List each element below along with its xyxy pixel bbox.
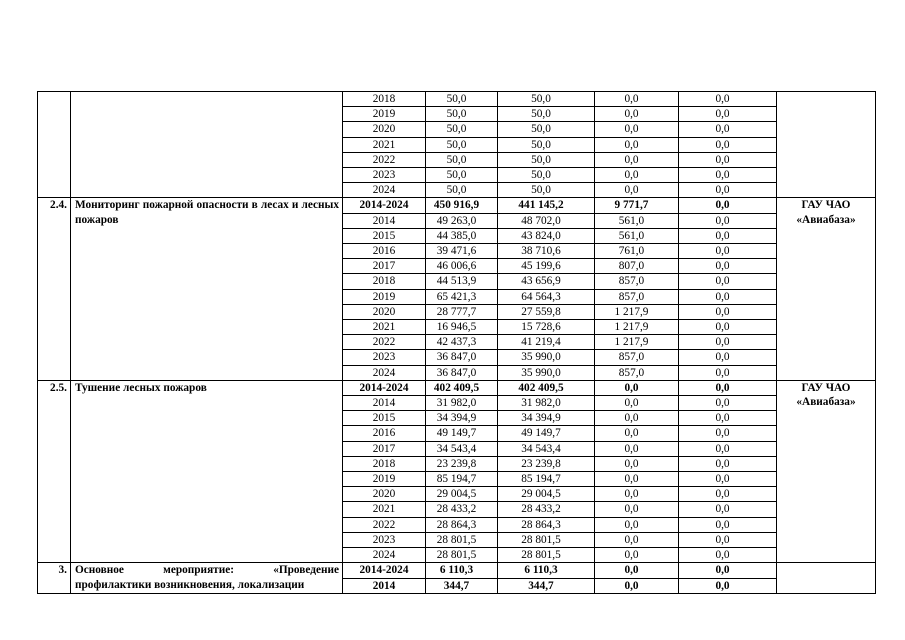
total-cell: 16 946,5: [426, 320, 498, 335]
federal-budget-cell: 0,0: [595, 152, 679, 167]
table-row: [38, 198, 876, 213]
year-cell: 2020: [343, 487, 426, 502]
item-number: 2.5.: [38, 380, 71, 562]
other-sources-cell: 0,0: [679, 380, 777, 395]
federal-budget-cell: 0,0: [595, 441, 679, 456]
federal-budget-cell: 807,0: [595, 259, 679, 274]
year-cell: 2018: [343, 274, 426, 289]
table-row: [38, 380, 876, 395]
item-name: Мониторинг пожарной опасности в лесах и лесных пожаров: [71, 198, 343, 380]
item-name: Основное мероприятие: «Проведение профилактики возникновения, локализации: [71, 563, 343, 593]
district-budget-cell: 49 149,7: [498, 426, 595, 441]
district-budget-cell: 23 239,8: [498, 456, 595, 471]
federal-budget-cell: 0,0: [595, 532, 679, 547]
district-budget-cell: 38 710,6: [498, 244, 595, 259]
federal-budget-cell: 857,0: [595, 274, 679, 289]
other-sources-cell: 0,0: [679, 517, 777, 532]
total-cell: 85 194,7: [426, 472, 498, 487]
total-cell: 50,0: [426, 122, 498, 137]
year-cell: 2019: [343, 289, 426, 304]
federal-budget-cell: 561,0: [595, 228, 679, 243]
year-cell: 2014-2024: [343, 563, 426, 578]
total-cell: 39 471,6: [426, 244, 498, 259]
year-cell: 2022: [343, 335, 426, 350]
responsible-executor: [777, 92, 876, 198]
other-sources-cell: 0,0: [679, 168, 777, 183]
year-cell: 2014: [343, 396, 426, 411]
year-cell: 2022: [343, 517, 426, 532]
total-cell: 23 239,8: [426, 456, 498, 471]
other-sources-cell: 0,0: [679, 92, 777, 107]
federal-budget-cell: 0,0: [595, 396, 679, 411]
federal-budget-cell: 0,0: [595, 548, 679, 563]
other-sources-cell: 0,0: [679, 365, 777, 380]
other-sources-cell: 0,0: [679, 350, 777, 365]
district-budget-cell: 6 110,3: [498, 563, 595, 578]
year-cell: 2024: [343, 183, 426, 198]
district-budget-cell: 41 219,4: [498, 335, 595, 350]
year-cell: 2020: [343, 122, 426, 137]
year-cell: 2020: [343, 304, 426, 319]
other-sources-cell: 0,0: [679, 532, 777, 547]
total-cell: 50,0: [426, 152, 498, 167]
year-cell: 2021: [343, 137, 426, 152]
total-cell: 36 847,0: [426, 350, 498, 365]
other-sources-cell: 0,0: [679, 137, 777, 152]
total-cell: 36 847,0: [426, 365, 498, 380]
district-budget-cell: 31 982,0: [498, 396, 595, 411]
table-body: [38, 92, 876, 594]
year-cell: 2019: [343, 472, 426, 487]
other-sources-cell: 0,0: [679, 107, 777, 122]
other-sources-cell: 0,0: [679, 259, 777, 274]
other-sources-cell: 0,0: [679, 411, 777, 426]
other-sources-cell: 0,0: [679, 213, 777, 228]
item-number: 3.: [38, 563, 71, 593]
total-cell: 29 004,5: [426, 487, 498, 502]
year-cell: 2016: [343, 244, 426, 259]
year-cell: 2014: [343, 213, 426, 228]
table-row: [38, 92, 876, 107]
year-cell: 2014: [343, 578, 426, 593]
year-cell: 2015: [343, 411, 426, 426]
district-budget-cell: 29 004,5: [498, 487, 595, 502]
year-cell: 2023: [343, 532, 426, 547]
federal-budget-cell: 1 217,9: [595, 335, 679, 350]
budget-table: [37, 91, 876, 594]
other-sources-cell: 0,0: [679, 335, 777, 350]
other-sources-cell: 0,0: [679, 228, 777, 243]
federal-budget-cell: 9 771,7: [595, 198, 679, 213]
year-cell: 2022: [343, 152, 426, 167]
other-sources-cell: 0,0: [679, 320, 777, 335]
other-sources-cell: 0,0: [679, 244, 777, 259]
total-cell: 49 263,0: [426, 213, 498, 228]
district-budget-cell: 27 559,8: [498, 304, 595, 319]
district-budget-cell: 50,0: [498, 183, 595, 198]
other-sources-cell: 0,0: [679, 548, 777, 563]
federal-budget-cell: 0,0: [595, 456, 679, 471]
district-budget-cell: 441 145,2: [498, 198, 595, 213]
federal-budget-cell: 0,0: [595, 168, 679, 183]
federal-budget-cell: 0,0: [595, 411, 679, 426]
item-name: Тушение лесных пожаров: [71, 380, 343, 562]
other-sources-cell: 0,0: [679, 122, 777, 137]
federal-budget-cell: 857,0: [595, 350, 679, 365]
federal-budget-cell: 1 217,9: [595, 320, 679, 335]
year-cell: 2024: [343, 548, 426, 563]
district-budget-cell: 50,0: [498, 92, 595, 107]
federal-budget-cell: 857,0: [595, 365, 679, 380]
other-sources-cell: 0,0: [679, 426, 777, 441]
federal-budget-cell: 0,0: [595, 92, 679, 107]
district-budget-cell: 402 409,5: [498, 380, 595, 395]
district-budget-cell: 28 433,2: [498, 502, 595, 517]
total-cell: 42 437,3: [426, 335, 498, 350]
district-budget-cell: 34 543,4: [498, 441, 595, 456]
total-cell: 450 916,9: [426, 198, 498, 213]
responsible-executor: ГАУ ЧАО «Авиабаза»: [777, 198, 876, 380]
other-sources-cell: 0,0: [679, 152, 777, 167]
year-cell: 2017: [343, 441, 426, 456]
year-cell: 2021: [343, 502, 426, 517]
total-cell: 50,0: [426, 183, 498, 198]
other-sources-cell: 0,0: [679, 304, 777, 319]
district-budget-cell: 28 801,5: [498, 548, 595, 563]
total-cell: 50,0: [426, 92, 498, 107]
district-budget-cell: 28 864,3: [498, 517, 595, 532]
total-cell: 402 409,5: [426, 380, 498, 395]
table-row: [38, 563, 876, 578]
responsible-executor: [777, 563, 876, 593]
district-budget-cell: 85 194,7: [498, 472, 595, 487]
other-sources-cell: 0,0: [679, 274, 777, 289]
total-cell: 28 801,5: [426, 548, 498, 563]
district-budget-cell: 35 990,0: [498, 350, 595, 365]
federal-budget-cell: 0,0: [595, 502, 679, 517]
total-cell: 50,0: [426, 168, 498, 183]
district-budget-cell: 50,0: [498, 152, 595, 167]
total-cell: 49 149,7: [426, 426, 498, 441]
federal-budget-cell: 1 217,9: [595, 304, 679, 319]
total-cell: 34 394,9: [426, 411, 498, 426]
total-cell: 344,7: [426, 578, 498, 593]
district-budget-cell: 50,0: [498, 107, 595, 122]
federal-budget-cell: 561,0: [595, 213, 679, 228]
other-sources-cell: 0,0: [679, 456, 777, 471]
year-cell: 2014-2024: [343, 380, 426, 395]
total-cell: 6 110,3: [426, 563, 498, 578]
other-sources-cell: 0,0: [679, 472, 777, 487]
year-cell: 2023: [343, 168, 426, 183]
district-budget-cell: 50,0: [498, 137, 595, 152]
item-name: [71, 92, 343, 198]
federal-budget-cell: 0,0: [595, 380, 679, 395]
other-sources-cell: 0,0: [679, 441, 777, 456]
total-cell: 44 385,0: [426, 228, 498, 243]
federal-budget-cell: 0,0: [595, 578, 679, 593]
year-cell: 2015: [343, 228, 426, 243]
district-budget-cell: 43 824,0: [498, 228, 595, 243]
district-budget-cell: 64 564,3: [498, 289, 595, 304]
federal-budget-cell: 0,0: [595, 122, 679, 137]
district-budget-cell: 344,7: [498, 578, 595, 593]
district-budget-cell: 34 394,9: [498, 411, 595, 426]
total-cell: 31 982,0: [426, 396, 498, 411]
year-cell: 2018: [343, 92, 426, 107]
district-budget-cell: 35 990,0: [498, 365, 595, 380]
year-cell: 2023: [343, 350, 426, 365]
federal-budget-cell: 0,0: [595, 487, 679, 502]
other-sources-cell: 0,0: [679, 502, 777, 517]
federal-budget-cell: 0,0: [595, 107, 679, 122]
total-cell: 28 433,2: [426, 502, 498, 517]
total-cell: 44 513,9: [426, 274, 498, 289]
federal-budget-cell: 0,0: [595, 426, 679, 441]
other-sources-cell: 0,0: [679, 183, 777, 198]
federal-budget-cell: 0,0: [595, 517, 679, 532]
district-budget-cell: 45 199,6: [498, 259, 595, 274]
year-cell: 2016: [343, 426, 426, 441]
district-budget-cell: 50,0: [498, 122, 595, 137]
year-cell: 2024: [343, 365, 426, 380]
district-budget-cell: 50,0: [498, 168, 595, 183]
other-sources-cell: 0,0: [679, 487, 777, 502]
other-sources-cell: 0,0: [679, 563, 777, 578]
other-sources-cell: 0,0: [679, 198, 777, 213]
federal-budget-cell: 857,0: [595, 289, 679, 304]
total-cell: 34 543,4: [426, 441, 498, 456]
year-cell: 2017: [343, 259, 426, 274]
federal-budget-cell: 0,0: [595, 563, 679, 578]
federal-budget-cell: 0,0: [595, 472, 679, 487]
federal-budget-cell: 0,0: [595, 137, 679, 152]
item-number: [38, 92, 71, 198]
year-cell: 2021: [343, 320, 426, 335]
district-budget-cell: 43 656,9: [498, 274, 595, 289]
other-sources-cell: 0,0: [679, 289, 777, 304]
federal-budget-cell: 761,0: [595, 244, 679, 259]
other-sources-cell: 0,0: [679, 578, 777, 593]
item-number: 2.4.: [38, 198, 71, 380]
total-cell: 46 006,6: [426, 259, 498, 274]
total-cell: 28 777,7: [426, 304, 498, 319]
year-cell: 2019: [343, 107, 426, 122]
year-cell: 2018: [343, 456, 426, 471]
district-budget-cell: 28 801,5: [498, 532, 595, 547]
federal-budget-cell: 0,0: [595, 183, 679, 198]
total-cell: 50,0: [426, 137, 498, 152]
district-budget-cell: 48 702,0: [498, 213, 595, 228]
year-cell: 2014-2024: [343, 198, 426, 213]
total-cell: 28 801,5: [426, 532, 498, 547]
total-cell: 28 864,3: [426, 517, 498, 532]
total-cell: 50,0: [426, 107, 498, 122]
district-budget-cell: 15 728,6: [498, 320, 595, 335]
responsible-executor: ГАУ ЧАО «Авиабаза»: [777, 380, 876, 562]
other-sources-cell: 0,0: [679, 396, 777, 411]
total-cell: 65 421,3: [426, 289, 498, 304]
